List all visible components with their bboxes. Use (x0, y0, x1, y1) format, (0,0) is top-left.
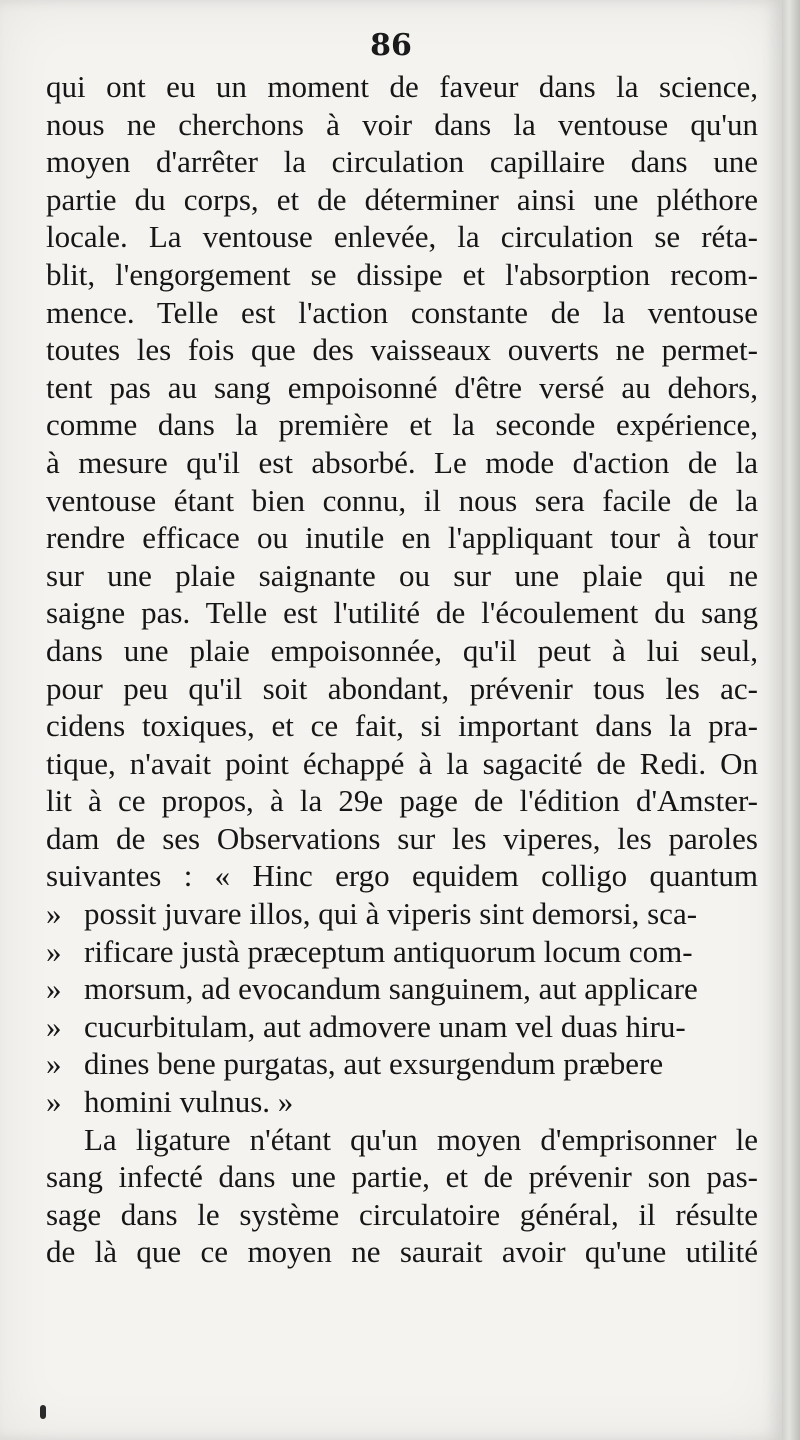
quote-mark: » (46, 1046, 62, 1082)
text-line: locale. La ventouse enlevée, la circulation se réta- (46, 219, 758, 255)
text-line: saigne pas. Telle est l'utilité de l'écoulement du sang (46, 595, 758, 631)
text-line: comme dans la première et la seconde expérience, (46, 407, 758, 443)
quote-text: cucurbitulam, aut admovere unam vel duas hiru- (84, 1008, 686, 1044)
text-line: qui ont eu un moment de faveur dans la science, (46, 69, 758, 104)
quote-text: homini vulnus. » (84, 1084, 294, 1120)
quote-line (46, 1008, 758, 1046)
quote-mark: » (46, 933, 62, 969)
page-number: 86 (370, 28, 412, 63)
quote-text: morsum, ad evocandum sanguinem, aut applicare (84, 971, 698, 1007)
text-line: dam de ses Observations sur les viperes, les paroles (46, 820, 758, 856)
text-line: sage dans le système circulatoire général, il résulte (46, 1196, 758, 1232)
text-line: blit, l'engorgement se dissipe et l'absorption recom- (46, 256, 758, 292)
quote-line (46, 895, 758, 933)
quote-line (46, 970, 758, 1008)
text-line: rendre efficace ou inutile en l'appliquant tour à tour (46, 520, 758, 556)
text-line: mence. Telle est l'action constante de la ventouse (46, 294, 758, 330)
quote-text: rificare justà præceptum antiquorum locum com- (84, 933, 693, 969)
quote-text: possit juvare illos, qui à viperis sint demorsi, sca- (84, 896, 698, 932)
text-line: cidens toxiques, et ce fait, si important dans la pra- (46, 708, 758, 744)
text-line: dans une plaie empoisonnée, qu'il peut à lui seul, (46, 632, 758, 668)
quote-line (46, 933, 758, 971)
text-line: sang infecté dans une partie, et de prévenir son pas- (46, 1159, 758, 1195)
text-line: ventouse étant bien connu, il nous sera facile de la (46, 482, 758, 518)
text-line: suivantes : « Hinc ergo equidem colligo quantum (46, 858, 758, 894)
text-line: toutes les fois que des vaisseaux ouverts ne permet- (46, 332, 758, 368)
ink-mark (40, 1405, 46, 1419)
text-line: tent pas au sang empoisonné d'être versé au dehors, (46, 369, 758, 405)
quote-mark: » (46, 896, 62, 932)
body-text (46, 68, 758, 1271)
quote-mark: » (46, 1084, 62, 1120)
paragraph-start-line: La ligature n'étant qu'un moyen d'emprisonner le (84, 1121, 758, 1157)
text-line: sur une plaie saignante ou sur une plaie qui ne (46, 557, 758, 593)
text-line: moyen d'arrêter la circulation capillaire dans une (46, 144, 758, 180)
text-line: lit à ce propos, à la 29e page de l'édition d'Amster- (46, 783, 758, 819)
text-line: partie du corps, et de déterminer ainsi une pléthore (46, 181, 758, 217)
text-line: tique, n'avait point échappé à la sagacité de Redi. On (46, 745, 758, 781)
text-line: nous ne cherchons à voir dans la ventouse qu'un (46, 106, 758, 142)
page-edge (782, 0, 800, 1440)
quote-text: dines bene purgatas, aut exsurgendum præbere (84, 1046, 664, 1082)
quote-mark: » (46, 1008, 62, 1044)
quote-line (46, 1045, 758, 1083)
text-line: de là que ce moyen ne saurait avoir qu'une utilité (46, 1234, 758, 1270)
text-line: à mesure qu'il est absorbé. Le mode d'action de la (46, 444, 758, 480)
quote-mark: » (46, 971, 62, 1007)
text-line: pour peu qu'il soit abondant, prévenir tous les ac- (46, 670, 758, 706)
quote-line (46, 1083, 758, 1121)
